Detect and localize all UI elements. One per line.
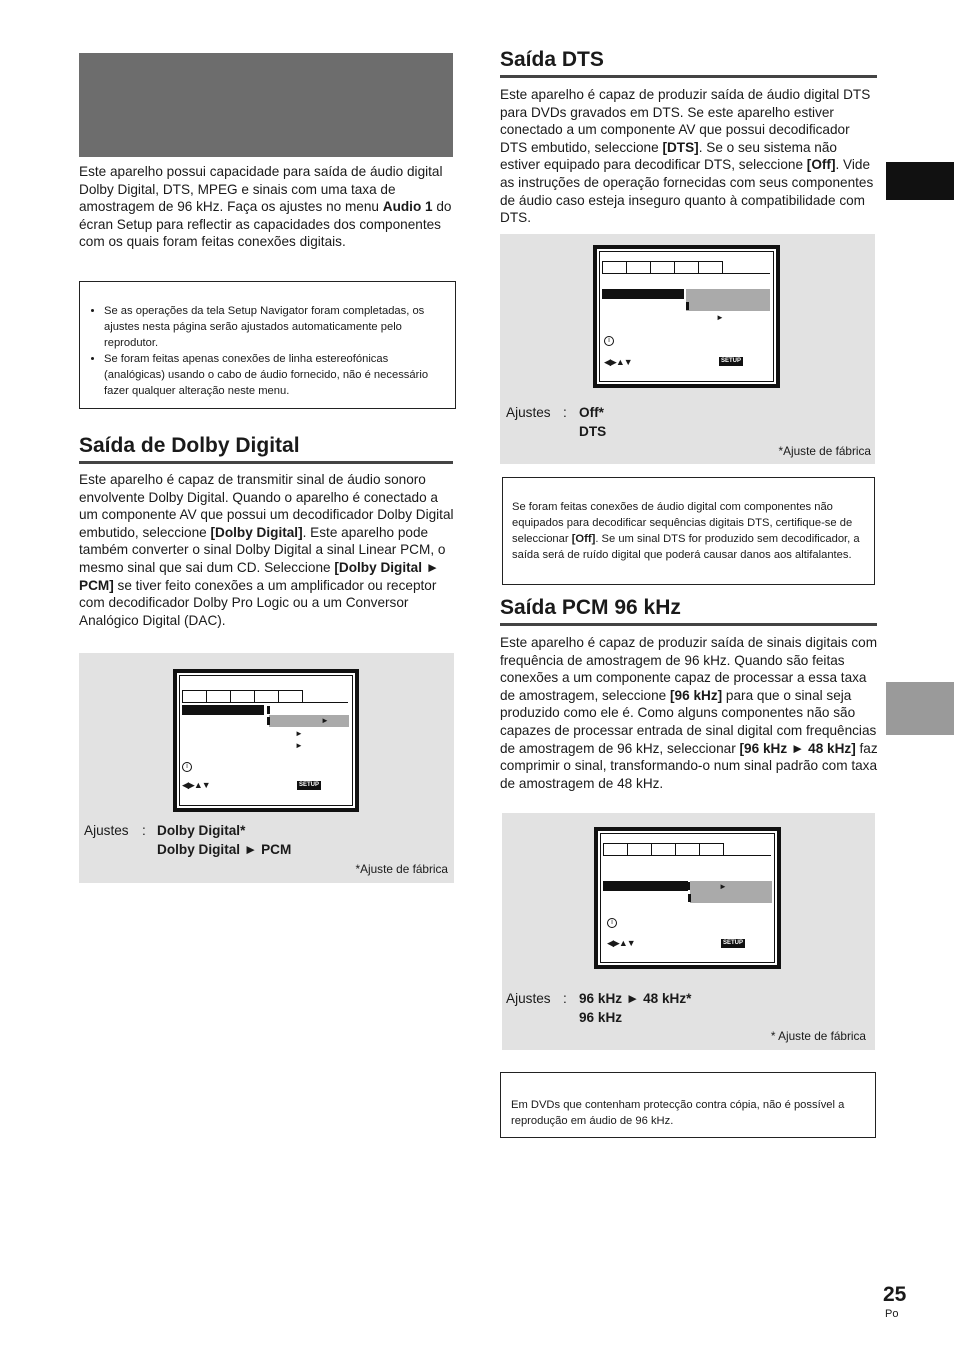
ajustes-option: Dolby Digital* (157, 823, 246, 838)
ajustes-option: Off* (579, 405, 604, 420)
chapter-tab-gray (886, 682, 954, 735)
pcm-title: Saída PCM 96 kHz (500, 596, 877, 626)
ajustes-option: 96 kHz (579, 1010, 623, 1025)
ajustes-label: Ajustes (84, 823, 129, 838)
note-item: • Se as operações da tela Setup Navigator foram completadas, os ajustes nesta página serão ajustados automaticamente pelo reprodutor. (104, 303, 447, 351)
ajustes-option: DTS (579, 424, 607, 439)
intro-paragraph: Este aparelho possui capacidade para saída de áudio digital Dolby Digital, DTS, MPEG e sinais com uma taxa de amostragem de 96 kHz. Faça os ajustes no menu Audio 1 do écran Setup para reflectir as capacidades dos componentes com os quais foram feitas conexões digitais. (79, 164, 452, 250)
factory-default-note: *Ajuste de fábrica (778, 444, 871, 458)
info-icon: i (607, 918, 617, 928)
screen-tabs (603, 843, 723, 855)
option-highlight (269, 715, 349, 727)
dolby-settings-panel (79, 653, 454, 883)
option-arrow-icon: ► (321, 716, 329, 725)
ajustes-colon: : (142, 823, 146, 838)
screen-tabs (182, 690, 302, 702)
navigation-arrows-icon: ◀▶▲▼ (604, 357, 632, 367)
option-arrow-icon: ► (719, 882, 727, 891)
selected-row (603, 881, 688, 891)
navigation-arrows-icon: ◀▶▲▼ (607, 938, 635, 948)
section-header-banner (79, 53, 453, 157)
option-arrow-icon: ► (295, 741, 303, 750)
option-arrow-icon: ► (295, 729, 303, 738)
note-item: • Se foram feitas apenas conexões de linha estereofónicas (analógicas) usando o cabo de áudio fornecido, não é necessário fazer qualquer alteração neste menu. (104, 351, 447, 399)
option-highlight (686, 289, 770, 311)
dolby-title: Saída de Dolby Digital (79, 434, 453, 464)
dolby-paragraph: Este aparelho é capaz de transmitir sinal de áudio sonoro envolvente Dolby Digital. Quando o aparelho é conectado a um componente AV que possui um decodificador Dolby Digital embutido, seleccione [Dolby Digital]. Este aparelho pode também converter o sinal Dolby Digital a sinal Linear PCM, o mesmo sinal que sai dum CD. Seleccione [Dolby Digital ► PCM] se tiver feito conexões a um amplificador ou receptor com decodificador Dolby Pro Logic ou a um Conversor Analógico Digital (DAC). (79, 472, 454, 628)
ajustes-colon: : (563, 405, 567, 420)
ajustes-option: Dolby Digital ► PCM (157, 842, 292, 857)
screen-tabs (602, 261, 722, 273)
ajustes-colon: : (563, 991, 567, 1006)
dts-setup-screen (593, 245, 780, 388)
page-number: 25 (883, 1283, 907, 1306)
dts-paragraph: Este aparelho é capaz de produzir saída de áudio digital DTS para DVDs gravados em DTS. Se este aparelho estiver conectado a um componente AV que possui decodificador DTS embutido, seleccione [DTS]. Se o seu sistema não estiver equipado para decodificar DTS, seleccione [Off]. Vide as instruções de operação fornecidas com seus componentes de áudio caso esteja inseguro quanto à compatibilidade com DTS. (500, 87, 874, 226)
chapter-tab-black (886, 162, 954, 200)
dolby-setup-screen (173, 669, 359, 812)
selected-row (602, 289, 684, 299)
ajustes-option: 96 kHz ► 48 kHz* (579, 991, 692, 1006)
dts-settings-panel (500, 234, 875, 464)
dts-title: Saída DTS (500, 48, 877, 78)
selected-row (182, 705, 264, 715)
pcm-settings-panel (502, 813, 875, 1050)
option-arrow-icon: ► (716, 313, 724, 322)
pcm-setup-screen (594, 827, 781, 969)
note-box (79, 281, 456, 409)
factory-default-note: * Ajuste de fábrica (770, 1029, 866, 1043)
pcm-note-box: Em DVDs que contenham protecção contra cópia, não é possível a reprodução em áudio de 96 kHz. (500, 1072, 876, 1138)
page-language: Po (885, 1308, 899, 1320)
info-icon: i (604, 336, 614, 346)
setup-button-icon: SETUP (721, 358, 742, 364)
info-icon: i (182, 762, 192, 772)
setup-button-icon: SETUP (299, 782, 320, 788)
dts-warning-box: Se foram feitas conexões de áudio digital com componentes não equipados para decodificar sequências digitais DTS, certifique-se de seleccionar [Off]. Se um sinal DTS for produzido sem decodificador, a saída será de ruído digital que poderá causar danos aos altifalantes. (502, 477, 875, 585)
navigation-arrows-icon: ◀▶▲▼ (182, 780, 210, 790)
factory-default-note: *Ajuste de fábrica (355, 862, 448, 876)
setup-button-icon: SETUP (723, 940, 744, 946)
ajustes-label: Ajustes (506, 991, 551, 1006)
pcm-paragraph: Este aparelho é capaz de produzir saída de sinais digitais com frequência de amostragem de 96 kHz. Quando são feitas conexões a um componente capaz de processar a essa taxa de amostragem, seleccione [96 kHz] para que o sinal seja produzido como ele é. Como alguns componentes não são capazes de processar entrada de sinal digital com frequências de amostragem de 96 kHz, seleccionar [96 kHz ► 48 kHz] faz comprimir o sinal, transformando-o num sinal padrão com taxa de amostragem de 48 kHz. (500, 635, 878, 791)
option-highlight (690, 881, 772, 903)
ajustes-label: Ajustes (506, 405, 551, 420)
